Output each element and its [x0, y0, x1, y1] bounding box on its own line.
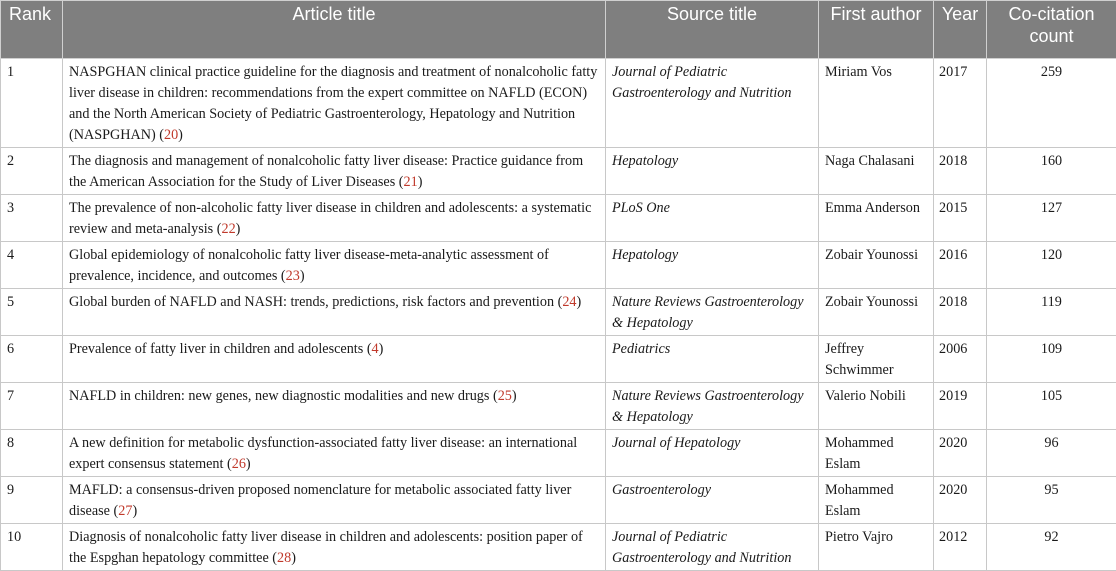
closing-paren: )	[246, 456, 251, 472]
cell-year: 2012	[934, 524, 987, 571]
table-row	[1, 430, 1116, 477]
cell-article-title	[63, 242, 606, 289]
table-row	[1, 242, 1116, 289]
cell-article-title	[63, 289, 606, 336]
cell-source-title: Journal of Pediatric Gastroenterology and Nutrition	[606, 524, 819, 571]
cell-year: 2015	[934, 195, 987, 242]
closing-paren: )	[300, 268, 305, 284]
reference-link[interactable]: 26	[232, 456, 246, 472]
article-title-text: The diagnosis and management of nonalcoholic fatty liver disease: Practice guidance from the American Association for the Study of Liver Diseases (	[69, 153, 583, 190]
cell-article-title	[63, 430, 606, 477]
table-row	[1, 524, 1116, 571]
cell-article-title	[63, 383, 606, 430]
article-title-text: Global burden of NAFLD and NASH: trends, predictions, risk factors and prevention (	[69, 294, 562, 310]
cell-source-title: Gastroenterology	[606, 477, 819, 524]
closing-paren: )	[512, 388, 517, 404]
cell-rank: 1	[1, 59, 63, 148]
table-row	[1, 336, 1116, 383]
cell-year: 2019	[934, 383, 987, 430]
closing-paren: )	[291, 550, 296, 566]
reference-link[interactable]: 24	[562, 294, 576, 310]
cell-rank: 9	[1, 477, 63, 524]
cell-year: 2006	[934, 336, 987, 383]
cell-rank: 10	[1, 524, 63, 571]
cell-article-title	[63, 524, 606, 571]
header-row	[1, 1, 1116, 59]
cell-article-title	[63, 195, 606, 242]
cell-cocitation-count: 109	[987, 336, 1116, 383]
article-title-text: A new definition for metabolic dysfunction-associated fatty liver disease: an international expert consensus statement (	[69, 435, 577, 472]
cell-rank: 5	[1, 289, 63, 336]
cell-cocitation-count: 259	[987, 59, 1116, 148]
cell-first-author: Mohammed Eslam	[819, 430, 934, 477]
cell-cocitation-count: 96	[987, 430, 1116, 477]
cell-first-author: Valerio Nobili	[819, 383, 934, 430]
cell-article-title	[63, 148, 606, 195]
table-row	[1, 289, 1116, 336]
reference-link[interactable]: 4	[372, 341, 379, 357]
article-title-text: MAFLD: a consensus-driven proposed nomenclature for metabolic associated fatty liver disease (	[69, 482, 571, 519]
table-row	[1, 195, 1116, 242]
article-title-text: Diagnosis of nonalcoholic fatty liver disease in children and adolescents: position paper of the Espghan hepatology committee (	[69, 529, 583, 566]
cell-cocitation-count: 160	[987, 148, 1116, 195]
cell-first-author: Naga Chalasani	[819, 148, 934, 195]
cell-rank: 4	[1, 242, 63, 289]
header-first-author: First author	[819, 1, 934, 59]
table-body	[1, 59, 1116, 571]
cell-source-title: Nature Reviews Gastroenterology & Hepatology	[606, 383, 819, 430]
cell-source-title: Journal of Hepatology	[606, 430, 819, 477]
cell-rank: 7	[1, 383, 63, 430]
reference-link[interactable]: 28	[277, 550, 291, 566]
cell-cocitation-count: 127	[987, 195, 1116, 242]
article-title-text: Prevalence of fatty liver in children and adolescents (	[69, 341, 372, 357]
table-header	[1, 1, 1116, 59]
cell-year: 2016	[934, 242, 987, 289]
cell-rank: 3	[1, 195, 63, 242]
cell-first-author: Mohammed Eslam	[819, 477, 934, 524]
article-title-text: Global epidemiology of nonalcoholic fatty liver disease-meta-analytic assessment of prevalence, incidence, and outcomes (	[69, 247, 549, 284]
cell-cocitation-count: 119	[987, 289, 1116, 336]
reference-link[interactable]: 22	[221, 221, 235, 237]
cell-rank: 8	[1, 430, 63, 477]
cell-article-title	[63, 336, 606, 383]
closing-paren: )	[132, 503, 137, 519]
cell-first-author: Zobair Younossi	[819, 289, 934, 336]
cell-first-author: Pietro Vajro	[819, 524, 934, 571]
reference-link[interactable]: 27	[118, 503, 132, 519]
reference-link[interactable]: 23	[286, 268, 300, 284]
reference-link[interactable]: 25	[498, 388, 512, 404]
cell-first-author: Jeffrey Schwimmer	[819, 336, 934, 383]
cell-source-title: Hepatology	[606, 148, 819, 195]
cell-first-author: Miriam Vos	[819, 59, 934, 148]
closing-paren: )	[577, 294, 582, 310]
cell-source-title: Hepatology	[606, 242, 819, 289]
header-cocitation-count: Co-citation count	[987, 1, 1116, 59]
cell-source-title: Pediatrics	[606, 336, 819, 383]
reference-link[interactable]: 21	[404, 174, 418, 190]
cell-year: 2018	[934, 148, 987, 195]
article-title-text: The prevalence of non-alcoholic fatty liver disease in children and adolescents: a systematic review and meta-analysis (	[69, 200, 591, 237]
header-article-title: Article title	[63, 1, 606, 59]
cell-cocitation-count: 120	[987, 242, 1116, 289]
cell-source-title: Journal of Pediatric Gastroenterology and Nutrition	[606, 59, 819, 148]
article-title-text: NAFLD in children: new genes, new diagnostic modalities and new drugs (	[69, 388, 498, 404]
cell-source-title: PLoS One	[606, 195, 819, 242]
cell-article-title	[63, 59, 606, 148]
cell-year: 2020	[934, 430, 987, 477]
header-rank: Rank	[1, 1, 63, 59]
closing-paren: )	[178, 127, 183, 143]
closing-paren: )	[418, 174, 423, 190]
closing-paren: )	[379, 341, 384, 357]
table-row	[1, 383, 1116, 430]
cell-rank: 6	[1, 336, 63, 383]
cell-first-author: Zobair Younossi	[819, 242, 934, 289]
reference-link[interactable]: 20	[164, 127, 178, 143]
table-row	[1, 477, 1116, 524]
cell-cocitation-count: 95	[987, 477, 1116, 524]
header-source-title: Source title	[606, 1, 819, 59]
closing-paren: )	[236, 221, 241, 237]
article-title-text: NASPGHAN clinical practice guideline for the diagnosis and treatment of nonalcoholic fatty liver disease in children: recommendations from the expert committee on NAFLD (ECON) and the North American Society of Pediatric Gastroenterology, Hepatology and Nutrition (NASPGHAN) (	[69, 64, 597, 143]
cell-cocitation-count: 92	[987, 524, 1116, 571]
table-row	[1, 148, 1116, 195]
cell-year: 2020	[934, 477, 987, 524]
cell-first-author: Emma Anderson	[819, 195, 934, 242]
table-row	[1, 59, 1116, 148]
header-year: Year	[934, 1, 987, 59]
cell-rank: 2	[1, 148, 63, 195]
cell-cocitation-count: 105	[987, 383, 1116, 430]
cell-source-title: Nature Reviews Gastroenterology & Hepatology	[606, 289, 819, 336]
cell-article-title	[63, 477, 606, 524]
cell-year: 2017	[934, 59, 987, 148]
cell-year: 2018	[934, 289, 987, 336]
